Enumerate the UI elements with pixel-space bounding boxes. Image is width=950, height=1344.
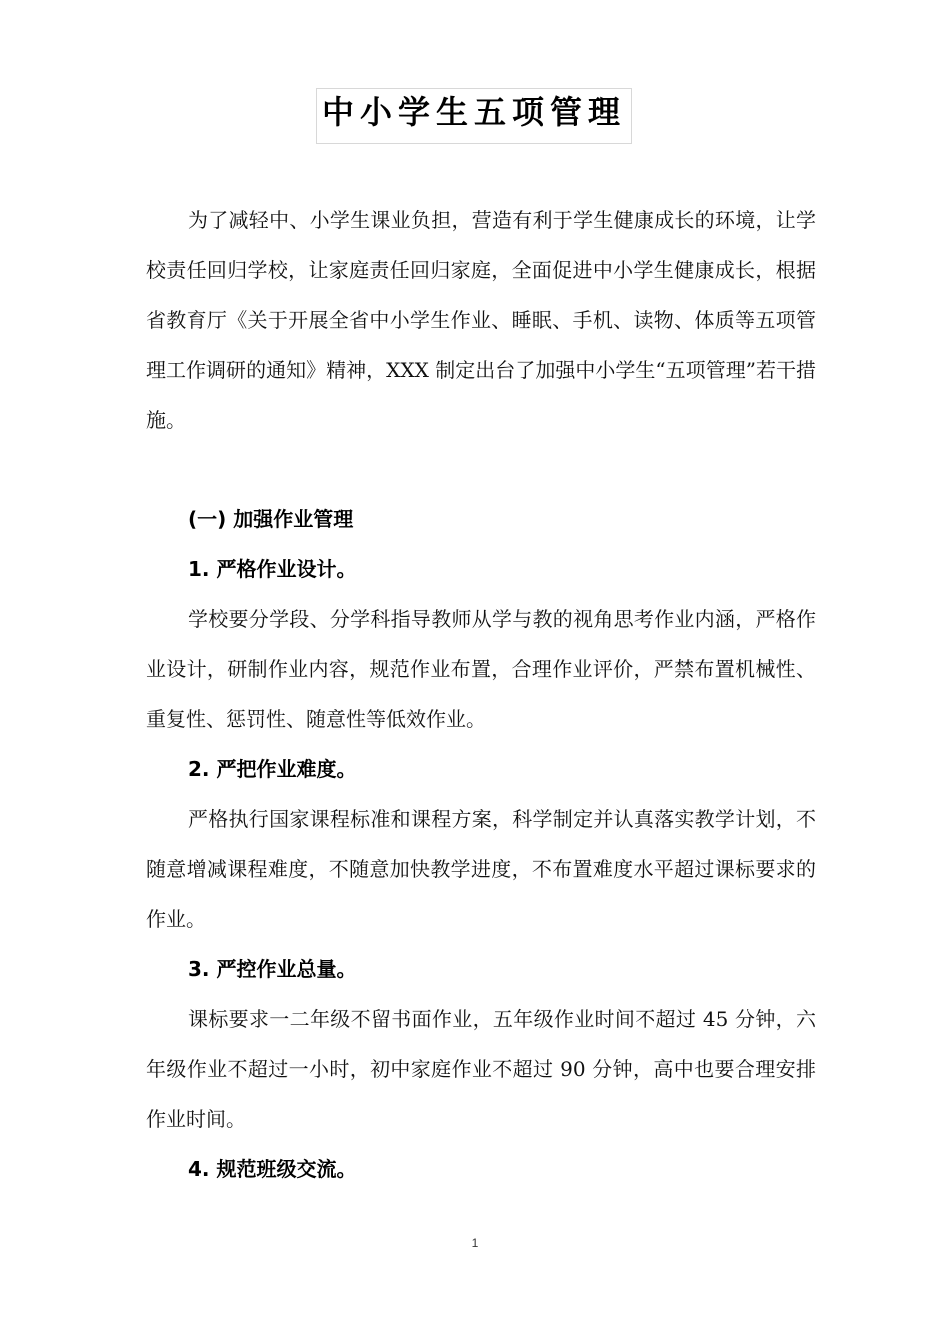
item-body-1: 学校要分学段、分学科指导教师从学与教的视角思考作业内涵，严格作业设计，研制作业内容，规范作业布置，合理作业评价，严禁布置机械性、重复性、惩罚性、随意性等低效作业。	[146, 607, 816, 731]
intro-paragraph: 为了减轻中、小学生课业负担，营造有利于学生健康成长的环境，让学校责任回归学校，让家庭责任回归家庭，全面促进中小学生健康成长，根据省教育厅《关于开展全省中小学生作业、睡眠、手机、读物、体质等五项管理工作调研的通知》精神，XXX 制定出台了加强中小学生“五项管理”若干措施。	[146, 208, 816, 432]
item-heading-1: 1. 严格作业设计。	[188, 557, 357, 581]
document-title: 中小学生五项管理	[321, 93, 626, 131]
item-body-2: 严格执行国家课程标准和课程方案，科学制定并认真落实教学计划，不随意增减课程难度，不随意加快教学进度，不布置难度水平超过课标要求的作业。	[146, 807, 816, 931]
item-body-3: 课标要求一二年级不留书面作业，五年级作业时间不超过 45 分钟，六年级作业不超过一小时，初中家庭作业不超过 90 分钟，高中也要合理安排作业时间。	[146, 1007, 816, 1131]
item-heading-2: 2. 严把作业难度。	[188, 757, 357, 781]
page-number: 1	[471, 1236, 479, 1250]
item-heading-4: 4. 规范班级交流。	[188, 1157, 357, 1181]
section-heading: (一) 加强作业管理	[188, 507, 354, 531]
item-heading-3: 3. 严控作业总量。	[188, 957, 357, 981]
